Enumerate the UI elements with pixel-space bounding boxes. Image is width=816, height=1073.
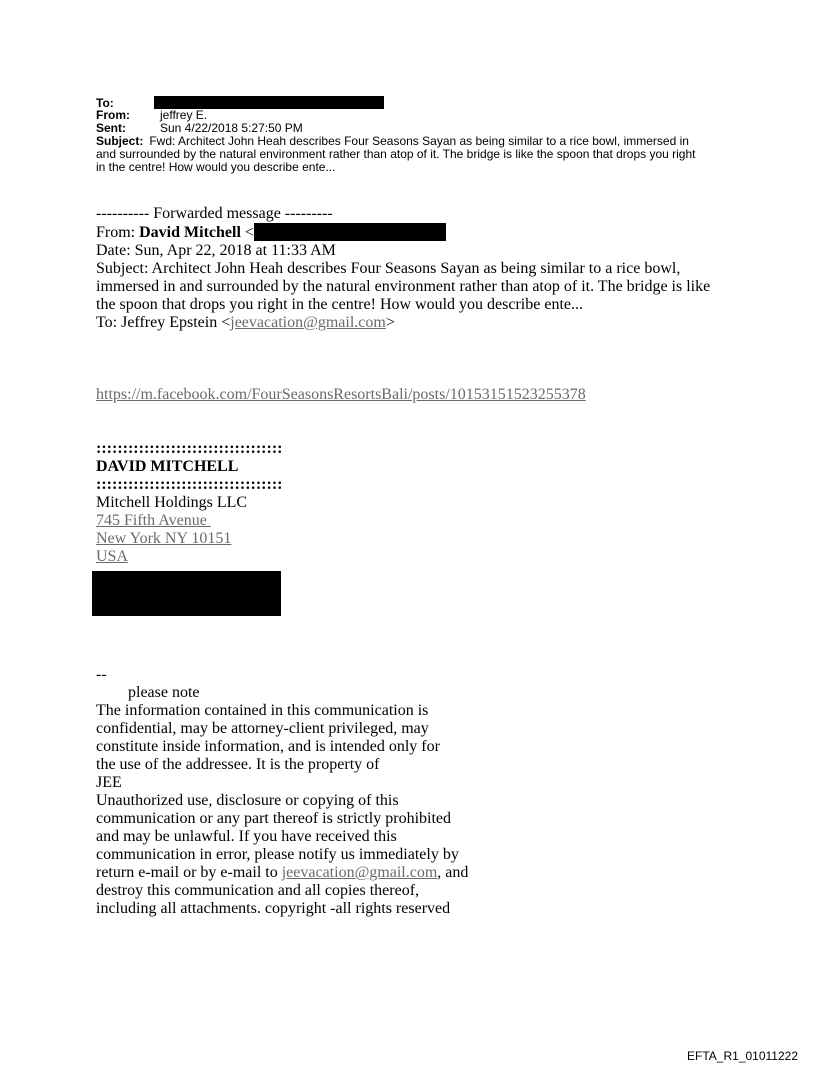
forwarded-date: Date: Sun, Apr 22, 2018 at 11:33 AM xyxy=(96,242,336,259)
disclaimer-line-6: Unauthorized use, disclosure or copying of this xyxy=(96,792,399,809)
forwarded-from-bracket: < xyxy=(240,224,254,241)
signature-address-2-row xyxy=(96,530,736,548)
document-id: EFTA_R1_01011222 xyxy=(687,1049,798,1063)
signature-country-link[interactable]: USA xyxy=(96,548,129,565)
email-header xyxy=(96,96,706,174)
disclaimer-line-5: JEE xyxy=(96,774,122,791)
disclaimer-dashes: -- xyxy=(96,666,107,683)
forwarded-subject-3: the spoon that drops you right in the centre! How would you describe ente... xyxy=(96,296,583,313)
forwarded-to-email-link[interactable]: jeevacation@gmail.com xyxy=(230,314,386,331)
disclaimer-line-10-prefix: return e-mail or by e-mail to xyxy=(96,864,282,881)
subject-value: Fwd: Architect John Heah describes Four Seasons Sayan as being similar to a rice bowl, immersed in and surrounded by the natural environment rather than atop of it. The bridge is like the spoon that drops you right in the centre! How would you describe ente... xyxy=(96,134,696,174)
disclaimer-line-4: the use of the addressee. It is the property of xyxy=(96,756,380,773)
sent-label: Sent: xyxy=(96,121,126,135)
disclaimer xyxy=(96,666,496,918)
disclaimer-note: please note xyxy=(128,684,200,701)
signature-name: DAVID MITCHELL xyxy=(96,458,239,475)
subject-row xyxy=(96,135,706,174)
signature-dots-bottom: ::::::::::::::::::::::::::::::::::: xyxy=(96,476,283,493)
forwarded-from-line xyxy=(96,223,736,242)
disclaimer-line-11: destroy this communication and all copies thereof, xyxy=(96,882,420,899)
facebook-post-link[interactable]: https://m.facebook.com/FourSeasonsResortsBali/posts/10153151523255378 xyxy=(96,386,586,403)
disclaimer-line-1: The information contained in this communication is xyxy=(96,702,429,719)
redaction-from-email xyxy=(254,223,446,241)
disclaimer-line-10 xyxy=(96,864,496,882)
signature-address-1-row xyxy=(96,512,736,530)
disclaimer-line-10-suffix: , and xyxy=(437,864,469,881)
to-label: To: xyxy=(96,96,114,110)
disclaimer-line-8: and may be unlawful. If you have received this xyxy=(96,828,397,845)
disclaimer-line-9: communication in error, please notify us immediately by xyxy=(96,846,459,863)
disclaimer-line-2: confidential, may be attorney-client privileged, may xyxy=(96,720,429,737)
from-value: jeffrey E. xyxy=(160,108,208,122)
forwarded-to-suffix: > xyxy=(385,314,395,331)
email-body xyxy=(96,205,736,566)
disclaimer-line-12: including all attachments. copyright -all rights reserved xyxy=(96,900,451,917)
forwarded-from-prefix: From: xyxy=(96,224,140,241)
signature-address-2-link[interactable]: New York NY 10151 xyxy=(96,530,232,547)
facebook-post-link-row xyxy=(96,386,736,404)
from-label: From: xyxy=(96,108,130,122)
sent-row xyxy=(96,122,706,135)
sent-value: Sun 4/22/2018 5:27:50 PM xyxy=(160,121,303,135)
signature-dots-top: ::::::::::::::::::::::::::::::::::: xyxy=(96,440,283,457)
forwarded-to-line xyxy=(96,314,736,332)
signature-country-row xyxy=(96,548,736,566)
disclaimer-line-7: communication or any part thereof is strictly prohibited xyxy=(96,810,452,827)
forwarded-from-name: David Mitchell xyxy=(139,224,241,241)
redaction-signature-block xyxy=(92,571,281,616)
forwarded-divider: ---------- Forwarded message --------- xyxy=(96,205,333,222)
disclaimer-email-link[interactable]: jeevacation@gmail.com xyxy=(281,864,438,881)
signature-address-1-link[interactable]: 745 Fifth Avenue xyxy=(96,512,211,529)
signature-company: Mitchell Holdings LLC xyxy=(96,494,248,511)
disclaimer-line-3: constitute inside information, and is intended only for xyxy=(96,738,440,755)
subject-label: Subject: xyxy=(96,134,144,148)
forwarded-subject-2: immersed in and surrounded by the natural environment rather than atop of it. The bridge is like xyxy=(96,278,711,295)
forwarded-subject-1: Subject: Architect John Heah describes Four Seasons Sayan as being similar to a rice bowl, xyxy=(96,260,681,277)
forwarded-to-prefix: To: Jeffrey Epstein < xyxy=(96,314,231,331)
